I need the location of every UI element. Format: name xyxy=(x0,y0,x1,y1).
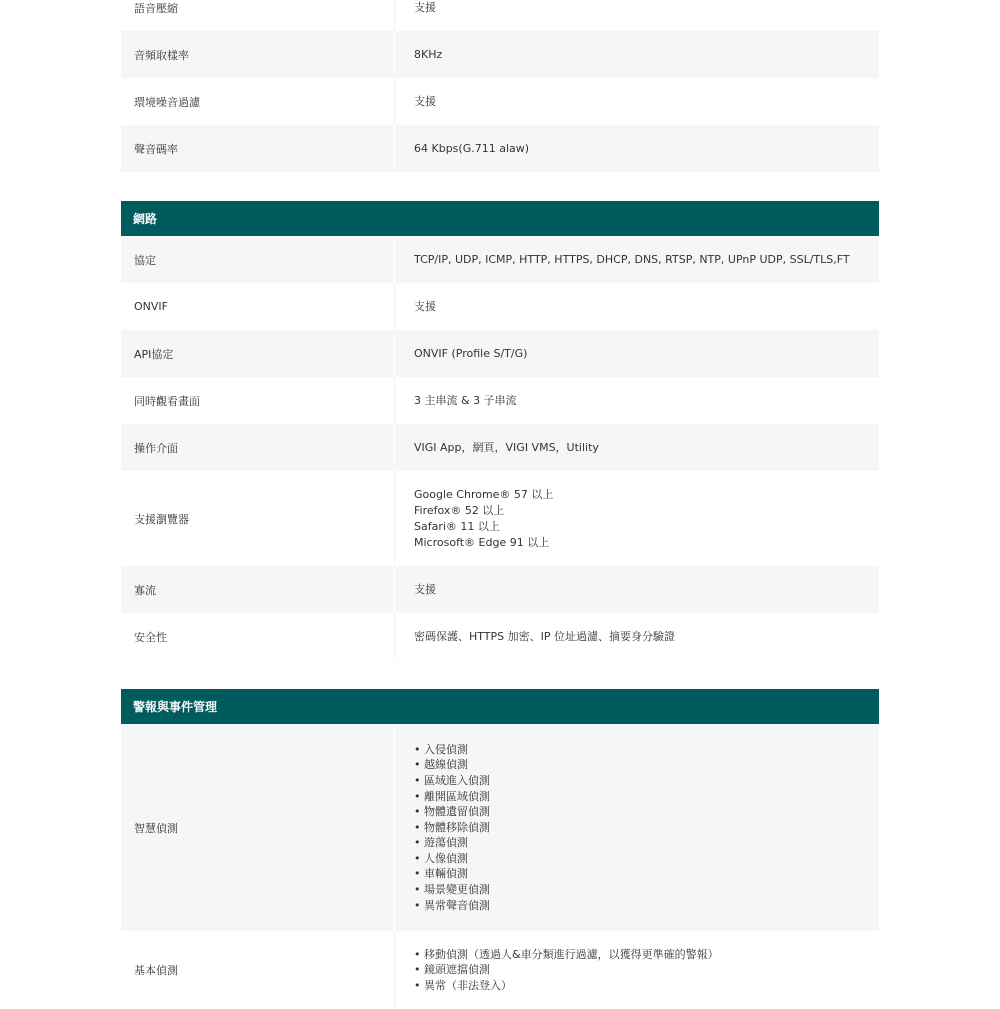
list-item: • 入侵偵測 xyxy=(414,742,879,758)
spec-row-multicast xyxy=(121,566,879,613)
list-item: • 區域進入偵測 xyxy=(414,773,879,789)
audio-spec-table xyxy=(121,0,879,172)
list-item: • 車輛偵測 xyxy=(414,866,879,882)
spec-value: 支援 xyxy=(414,582,436,596)
spec-value: 支援 xyxy=(414,0,436,14)
spec-row-audio-bitrate xyxy=(121,125,879,172)
spec-row-simultaneous-view xyxy=(121,377,879,424)
spec-row-onvif xyxy=(121,283,879,330)
section-header-network: 網路 xyxy=(121,201,879,236)
spec-value: 密碼保護、HTTPS 加密、IP 位址過濾、摘要身分驗證 xyxy=(414,629,676,643)
spec-label: 音頻取樣率 xyxy=(134,48,189,62)
spec-label: 安全性 xyxy=(134,630,167,644)
list-item: • 異常（非法登入） xyxy=(414,978,879,994)
list-item: • 離開區域偵測 xyxy=(414,789,879,805)
spec-label: 聲音碼率 xyxy=(134,142,178,156)
spec-row-protocol xyxy=(121,236,879,283)
alarm-spec-table xyxy=(121,724,879,1009)
spec-value: 支援 xyxy=(414,299,436,313)
spec-label: 操作介面 xyxy=(134,441,178,455)
spec-row-smart-detection xyxy=(121,724,879,931)
spec-label: API協定 xyxy=(134,347,174,361)
list-item: Google Chrome® 57 以上 xyxy=(414,487,554,501)
spec-label: 語音壓縮 xyxy=(134,1,178,15)
spec-row-api xyxy=(121,330,879,377)
spec-value: 3 主串流 & 3 子串流 xyxy=(414,393,517,407)
spec-value: 支援 xyxy=(414,94,436,108)
spec-value-list xyxy=(395,939,879,1002)
spec-row-noise-filter xyxy=(121,78,879,125)
spec-row-basic-detection xyxy=(121,931,879,1009)
network-spec-table xyxy=(121,236,879,660)
spec-label: 同時觀看畫面 xyxy=(134,394,200,408)
section-gap xyxy=(121,172,879,201)
list-item: • 越線偵測 xyxy=(414,757,879,773)
spec-row-security xyxy=(121,613,879,660)
list-item: Firefox® 52 以上 xyxy=(414,503,505,517)
spec-label: 寡流 xyxy=(134,583,156,597)
spec-label: 支援瀏覽器 xyxy=(134,512,189,526)
spec-row-sample-rate xyxy=(121,31,879,78)
spec-value: ONVIF (Profile S/T/G) xyxy=(414,346,528,360)
spec-value-list xyxy=(395,728,879,928)
list-item: • 鏡頭遮擋偵測 xyxy=(414,962,879,978)
list-item: • 移動偵測（透過人&車分類進行過濾，以獲得更準確的警報） xyxy=(414,947,879,963)
list-item: • 遊蕩偵測 xyxy=(414,835,879,851)
spec-row-browser xyxy=(121,471,879,566)
spec-value: 8KHz xyxy=(414,47,443,61)
list-item: Safari® 11 以上 xyxy=(414,519,500,533)
spec-row-audio-compression xyxy=(121,0,879,31)
spec-value: VIGI App，網頁，VIGI VMS，Utility xyxy=(414,440,599,454)
spec-value: TCP/IP, UDP, ICMP, HTTP, HTTPS, DHCP, DNS, RTSP, NTP, UPnP UDP, SSL/TLS,FT xyxy=(414,252,850,266)
list-item: • 人像偵測 xyxy=(414,851,879,867)
spec-value: 64 Kbps(G.711 alaw) xyxy=(414,141,530,155)
spec-page xyxy=(121,0,879,1009)
section-gap xyxy=(121,660,879,689)
spec-value-list xyxy=(395,479,879,559)
list-item: • 場景變更偵測 xyxy=(414,882,879,898)
list-item: • 異常聲音偵測 xyxy=(414,898,879,914)
list-item: • 物體移除偵測 xyxy=(414,820,879,836)
spec-label: 協定 xyxy=(134,253,156,267)
spec-row-interface xyxy=(121,424,879,471)
list-item: Microsoft® Edge 91 以上 xyxy=(414,535,550,549)
spec-label: 環境噪音過濾 xyxy=(134,95,200,109)
section-header-alarm: 警報與事件管理 xyxy=(121,689,879,724)
spec-label: 基本偵測 xyxy=(134,964,178,977)
list-item: • 物體遺留偵測 xyxy=(414,804,879,820)
spec-label: 智慧偵測 xyxy=(134,821,178,835)
spec-label: ONVIF xyxy=(134,300,168,313)
